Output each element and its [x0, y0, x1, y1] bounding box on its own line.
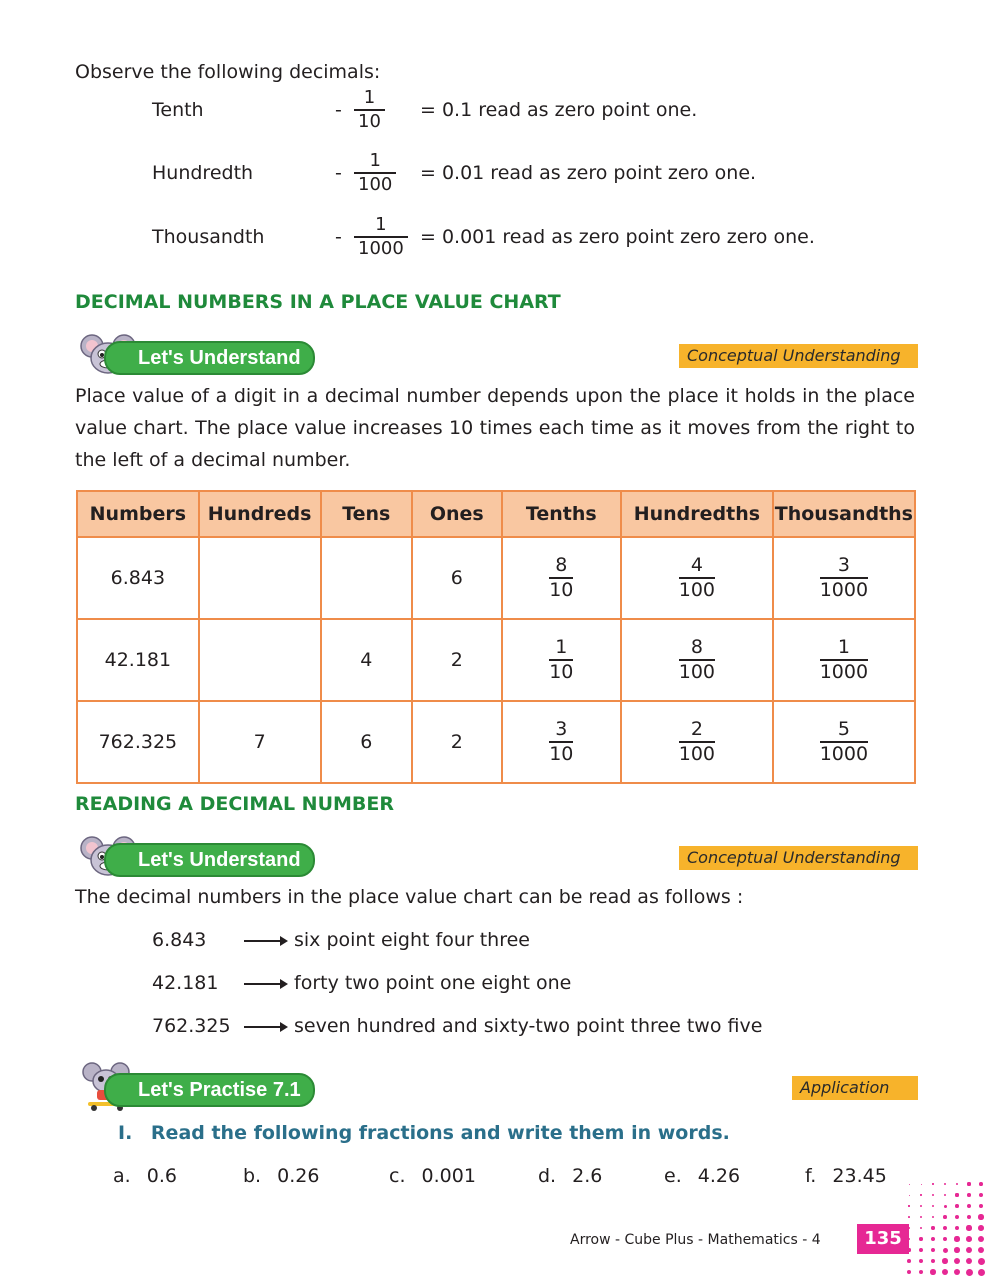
- fraction-numerator: 5: [837, 718, 850, 741]
- place-value-paragraph: Place value of a digit in a decimal number depends upon the place it holds in the place value chart. The place value increases 10 times each time as it moves from the right to the left of a decimal number.: [75, 385, 915, 471]
- fraction-denominator: 10: [549, 660, 574, 683]
- decorative-dot: [966, 1269, 973, 1276]
- tenths-cell: [502, 537, 621, 619]
- decorative-dot: [944, 1194, 947, 1197]
- hundreds-cell: 7: [199, 701, 321, 783]
- fraction-denominator: 100: [678, 742, 715, 765]
- decorative-dot: [931, 1237, 935, 1241]
- decorative-dot: [954, 1236, 959, 1241]
- question-number: I.: [118, 1122, 133, 1144]
- item-label: b.: [243, 1165, 262, 1187]
- decorative-dot: [920, 1205, 922, 1207]
- decorative-dot: [979, 1182, 983, 1186]
- fraction-numerator: 1: [363, 87, 376, 108]
- decorative-dot: [919, 1237, 922, 1240]
- definition-text: = 0.001 read as zero point zero zero one.: [420, 226, 815, 248]
- item-label: e.: [664, 1165, 682, 1187]
- item-value: 2.6: [572, 1165, 603, 1187]
- decorative-dot: [919, 1270, 924, 1275]
- definition-name: Thousandth: [152, 226, 265, 248]
- fraction-numerator: 2: [690, 718, 703, 741]
- decorative-dot: [909, 1195, 910, 1196]
- intro-text: Observe the following decimals:: [75, 61, 381, 83]
- hundredths-cell: [621, 701, 773, 783]
- decorative-dot: [954, 1258, 960, 1264]
- table-row: [77, 619, 915, 701]
- decorative-dot: [979, 1193, 983, 1197]
- definition-text: = 0.01 read as zero point zero one.: [420, 162, 757, 184]
- banner-label: Let's Understand: [104, 341, 315, 375]
- fraction: [354, 214, 408, 260]
- table-row: [77, 701, 915, 783]
- reading-number: 42.181: [152, 972, 219, 994]
- application-tag: Application: [792, 1076, 918, 1100]
- decorative-dot: [907, 1259, 911, 1263]
- decorative-dot: [966, 1236, 972, 1242]
- fraction-denominator: 10: [549, 578, 574, 601]
- table-row: [77, 537, 915, 619]
- fraction-numerator: 1: [375, 214, 387, 235]
- item-label: f.: [805, 1165, 817, 1187]
- decorative-dot: [966, 1258, 973, 1265]
- exercise-item: [538, 1163, 602, 1189]
- decorative-dot: [907, 1248, 910, 1251]
- fraction-numerator: 3: [837, 554, 850, 577]
- ones-cell: 2: [412, 701, 502, 783]
- reading-line: [152, 1014, 762, 1038]
- tenths-cell: [502, 619, 621, 701]
- decorative-dot: [967, 1204, 971, 1208]
- decorative-dot: [931, 1259, 936, 1264]
- tens-cell: [321, 537, 412, 619]
- definition-dash: -: [335, 162, 342, 184]
- decorative-dot: [932, 1183, 933, 1184]
- tens-cell: 6: [321, 701, 412, 783]
- reading-line: [152, 928, 530, 952]
- decorative-dot: [942, 1269, 948, 1275]
- item-value: 0.26: [277, 1165, 320, 1187]
- decorative-dot: [931, 1248, 935, 1252]
- decorative-dot: [943, 1226, 947, 1230]
- decorative-dot: [955, 1226, 960, 1231]
- reading-words: six point eight four three: [294, 929, 530, 951]
- fraction-numerator: 1: [837, 636, 850, 659]
- decorative-dot: [954, 1269, 961, 1276]
- decorative-dot: [920, 1194, 921, 1195]
- decorative-dot: [966, 1225, 971, 1230]
- hundreds-cell: [199, 619, 321, 701]
- fraction-numerator: 4: [690, 554, 703, 577]
- definition-name: Tenth: [152, 99, 204, 121]
- item-label: d.: [538, 1165, 557, 1187]
- fraction-numerator: 8: [690, 636, 703, 659]
- reading-number: 762.325: [152, 1015, 231, 1037]
- column-header: Tenths: [502, 491, 621, 537]
- hundredths-cell: [621, 537, 773, 619]
- column-header: Hundredths: [621, 491, 773, 537]
- decorative-dot: [955, 1215, 959, 1219]
- thousandths-cell: [773, 619, 915, 701]
- reading-words: seven hundred and sixty-two point three two five: [294, 1015, 763, 1037]
- place-value-table: [76, 490, 916, 784]
- fraction-denominator: 100: [358, 173, 393, 195]
- definition-dash: -: [335, 226, 342, 248]
- decorative-dot: [908, 1238, 911, 1241]
- number-cell: 6.843: [77, 537, 199, 619]
- decorative-dot: [908, 1227, 910, 1229]
- fraction-numerator: 3: [555, 718, 568, 741]
- exercise-item: [243, 1163, 319, 1189]
- definition-text: = 0.1 read as zero point one.: [420, 99, 698, 121]
- tens-cell: 4: [321, 619, 412, 701]
- decorative-dot: [932, 1194, 934, 1196]
- decorative-dot: [919, 1248, 923, 1252]
- decorative-dot: [932, 1216, 935, 1219]
- decorative-dot: [932, 1205, 934, 1207]
- fraction: [354, 87, 385, 133]
- item-value: 0.6: [146, 1165, 177, 1187]
- footer-book-title: Arrow - Cube Plus - Mathematics - 4: [570, 1232, 821, 1248]
- conceptual-understanding-tag: Conceptual Understanding: [679, 846, 918, 870]
- decorative-dot: [919, 1259, 923, 1263]
- decorative-dot: [908, 1205, 909, 1206]
- fraction-denominator: 10: [549, 742, 574, 765]
- right-arrow-icon: [244, 940, 286, 942]
- decorative-dot: [944, 1183, 946, 1185]
- definition-name: Hundredth: [152, 162, 254, 184]
- decorative-dot: [931, 1226, 934, 1229]
- exercise-item: [389, 1163, 476, 1189]
- item-value: 4.26: [697, 1165, 741, 1187]
- decorative-dot: [955, 1193, 958, 1196]
- thousandths-cell: [773, 701, 915, 783]
- reading-line: [152, 971, 571, 995]
- fraction-denominator: 1000: [358, 237, 404, 259]
- right-arrow-icon: [244, 1026, 286, 1028]
- decorative-dot: [978, 1258, 985, 1265]
- reading-intro: The decimal numbers in the place value chart can be read as follows :: [75, 886, 744, 908]
- fraction-denominator: 1000: [819, 742, 869, 765]
- section-heading: READING A DECIMAL NUMBER: [75, 793, 395, 815]
- column-header: Tens: [321, 491, 412, 537]
- decorative-dot: [978, 1247, 985, 1254]
- fraction: [354, 150, 396, 196]
- column-header: Ones: [412, 491, 502, 537]
- item-value: 0.001: [421, 1165, 476, 1187]
- question-text: Read the following fractions and write them in words.: [150, 1122, 730, 1144]
- decorative-dot: [942, 1258, 948, 1264]
- hundreds-cell: [199, 537, 321, 619]
- decorative-dot: [966, 1247, 972, 1253]
- decorative-dot: [907, 1270, 911, 1274]
- number-cell: 762.325: [77, 701, 199, 783]
- decorative-dot: [978, 1214, 983, 1219]
- decorative-dot: [909, 1184, 910, 1185]
- fraction-denominator: 10: [358, 110, 381, 132]
- decorative-dot: [954, 1247, 960, 1253]
- decorative-dot: [979, 1204, 984, 1209]
- decorative-dot: [920, 1227, 923, 1230]
- decorative-dot: [967, 1182, 970, 1185]
- reading-words: forty two point one eight one: [294, 972, 572, 994]
- item-value: 23.45: [832, 1165, 887, 1187]
- decorative-dot: [978, 1236, 984, 1242]
- decorative-dot: [944, 1205, 947, 1208]
- decorative-dot: [967, 1193, 971, 1197]
- conceptual-understanding-tag: Conceptual Understanding: [679, 344, 918, 368]
- fraction-denominator: 100: [678, 660, 715, 683]
- decorative-dot: [908, 1216, 910, 1218]
- fraction-numerator: 1: [369, 150, 381, 171]
- banner-label: Let's Understand: [104, 843, 315, 877]
- decorative-dot: [921, 1184, 922, 1185]
- decorative-dot: [930, 1269, 935, 1274]
- tenths-cell: [502, 701, 621, 783]
- decorative-dot: [943, 1248, 948, 1253]
- definition-dash: -: [335, 99, 342, 121]
- hundredths-cell: [621, 619, 773, 701]
- exercise-item: [664, 1163, 740, 1189]
- decorative-dot: [978, 1225, 984, 1231]
- page-number: 135: [857, 1224, 909, 1254]
- ones-cell: 2: [412, 619, 502, 701]
- decorative-dot: [943, 1237, 948, 1242]
- item-label: a.: [113, 1165, 131, 1187]
- decorative-dots: [905, 1180, 989, 1280]
- fraction-numerator: 1: [555, 636, 568, 659]
- item-label: c.: [389, 1165, 406, 1187]
- decorative-dot: [978, 1269, 985, 1276]
- fraction-denominator: 100: [678, 578, 715, 601]
- decorative-dot: [956, 1183, 959, 1186]
- question-line: [118, 1122, 730, 1144]
- exercise-item: [113, 1163, 177, 1189]
- decorative-dot: [955, 1204, 959, 1208]
- decorative-dot: [920, 1216, 922, 1218]
- fraction-denominator: 1000: [819, 578, 869, 601]
- right-arrow-icon: [244, 983, 286, 985]
- table-header-row: [77, 491, 915, 537]
- section-heading: DECIMAL NUMBERS IN A PLACE VALUE CHART: [75, 291, 561, 313]
- column-header: Hundreds: [199, 491, 321, 537]
- decorative-dot: [967, 1215, 972, 1220]
- exercise-item: [805, 1163, 887, 1189]
- column-header: Thousandths: [773, 491, 915, 537]
- fraction-denominator: 1000: [819, 660, 869, 683]
- number-cell: 42.181: [77, 619, 199, 701]
- thousandths-cell: [773, 537, 915, 619]
- reading-number: 6.843: [152, 929, 207, 951]
- decorative-dot: [943, 1215, 947, 1219]
- column-header: Numbers: [77, 491, 199, 537]
- fraction-numerator: 8: [555, 554, 568, 577]
- banner-label: Let's Practise 7.1: [104, 1073, 315, 1107]
- ones-cell: 6: [412, 537, 502, 619]
